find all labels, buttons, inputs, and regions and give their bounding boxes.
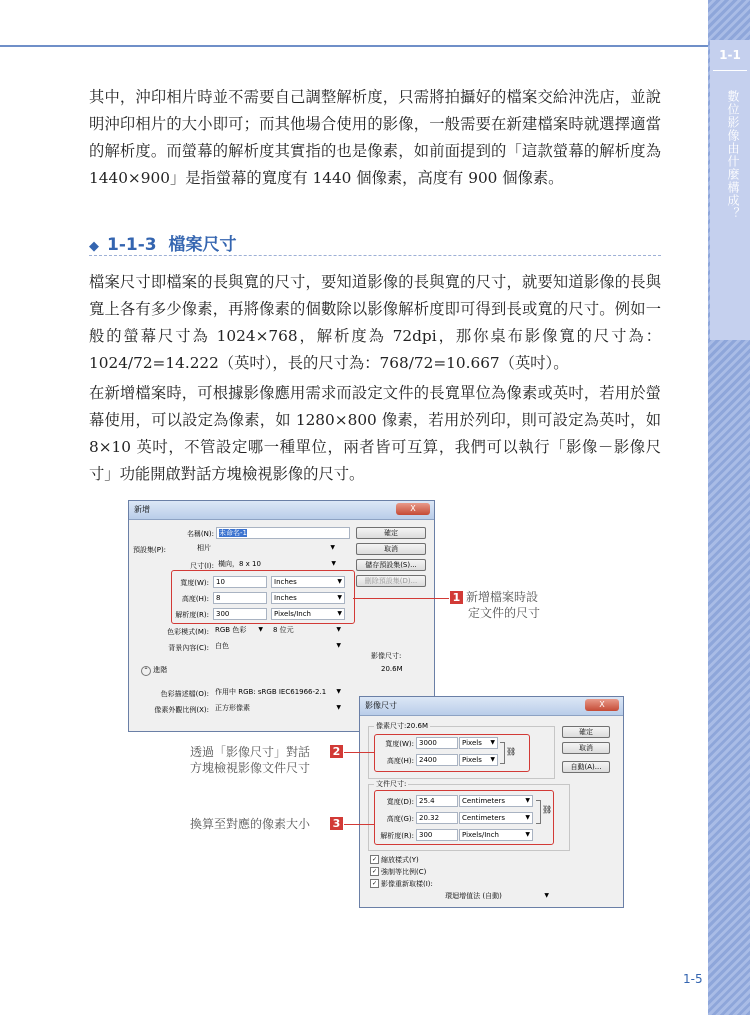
resolution-label: 解析度(R):: [175, 611, 209, 619]
dropdown-arrow-icon: ▼: [525, 814, 530, 821]
dialog-title: 影像尺寸: [365, 701, 397, 710]
section-heading: [89, 230, 236, 255]
close-button[interactable]: X: [585, 699, 619, 711]
width-label: 寬度(W):: [180, 579, 209, 587]
chevron-up-icon: ⌃: [141, 666, 151, 676]
dropdown-arrow-icon: ▼: [336, 688, 341, 695]
paragraph-1: 其中，沖印相片時並不需要自己調整解析度，只需將拍攝好的檔案交給沖洗店，並說明沖印相片的大小即可；而其他場合使用的影像，一般需要在新建檔案時就選擇適當的解析度。而螢幕的解析度其實指的也是像素，如前面提到的「這款螢幕的解析度為 1440×900」是指螢幕的寬度有 1440 個像素，高度有 900 個像素。: [89, 88, 661, 187]
resolution-input[interactable]: 300: [213, 608, 267, 620]
callout-line-2: [344, 752, 374, 753]
cancel-button[interactable]: 取消: [356, 543, 426, 555]
dropdown-arrow-icon: ▼: [544, 892, 549, 899]
sidebar-section-code: 1-1: [719, 48, 741, 62]
background-label: 背景內容(C):: [168, 644, 209, 652]
sidebar-divider: [713, 70, 747, 71]
constrain-label: 強制等比例(C): [381, 868, 427, 876]
px-height-unit-value: Pixels: [462, 756, 482, 764]
aspect-value: 正方形像素: [215, 704, 250, 712]
callout-text-2: [190, 744, 310, 776]
background-select[interactable]: [213, 641, 343, 651]
color-mode-value: RGB 色彩: [215, 626, 247, 634]
dropdown-arrow-icon: ▼: [337, 578, 342, 585]
heading-title: 檔案尺寸: [168, 235, 237, 255]
preset-label: 預設集(P):: [133, 546, 167, 554]
name-input[interactable]: [216, 527, 350, 539]
link-chain-icon: ⛓: [542, 805, 553, 814]
paragraph-2: 檔案尺寸即檔案的長與寬的尺寸，要知道影像的長與寬的尺寸，就要知道影像的長與寬上各有多少像素，再將像素的個數除以影像解析度即可得到長或寬的尺寸。例如一般的螢幕尺寸為 1024×768，解析度為 72dpi，那你桌布影像寬的尺寸為：1024/72=14.222（英吋），長的尺寸為：768/72=10.667（英吋）。: [89, 273, 661, 372]
callout-number-2: 2: [330, 745, 343, 758]
auto-button[interactable]: 自動(A)...: [562, 761, 610, 773]
dropdown-arrow-icon: ▼: [336, 626, 341, 633]
callout-text-3: 換算至對應的像素大小: [190, 817, 311, 831]
preset-value: 相片: [197, 544, 211, 552]
resample-method-value: 環迴增值法 (自動): [445, 892, 502, 900]
dropdown-arrow-icon: ▼: [330, 544, 335, 551]
link-chain-icon: ⛓: [506, 747, 517, 756]
px-width-label: 寬度(W):: [385, 740, 414, 748]
image-size-label: 影像尺寸:: [371, 652, 402, 660]
dropdown-arrow-icon: ▼: [336, 642, 341, 649]
resample-method-select[interactable]: [394, 891, 551, 901]
color-mode-select[interactable]: [213, 625, 265, 635]
px-width-input[interactable]: 3000: [416, 737, 458, 749]
dropdown-arrow-icon: ▼: [525, 797, 530, 804]
dropdown-arrow-icon: ▼: [331, 560, 336, 567]
resample-checkbox[interactable]: ✓: [371, 880, 378, 887]
document-size-label: 文件尺寸:: [376, 780, 407, 788]
profile-select[interactable]: [213, 687, 343, 697]
px-width-unit-value: Pixels: [462, 739, 482, 747]
size-label: 尺寸(I):: [190, 562, 214, 570]
width-input[interactable]: 10: [213, 576, 267, 588]
constrain-checkbox[interactable]: ✓: [371, 868, 378, 875]
bit-depth-select[interactable]: [271, 625, 343, 635]
height-input[interactable]: 8: [213, 592, 267, 604]
scale-styles-checkbox[interactable]: ✓: [371, 856, 378, 863]
dropdown-arrow-icon: ▼: [490, 756, 495, 763]
bit-depth-value: 8 位元: [273, 626, 294, 634]
ok-button[interactable]: 確定: [562, 726, 610, 738]
callout-2-line-1: 透過「影像尺寸」對話: [190, 745, 311, 759]
color-mode-label: 色彩模式(M):: [167, 628, 209, 636]
dropdown-arrow-icon: ▼: [336, 704, 341, 711]
scale-styles-label: 縮放樣式(Y): [381, 856, 419, 864]
px-height-label: 高度(H):: [386, 757, 414, 765]
heading-number: 1-1-3: [107, 235, 157, 255]
highlight-box-2: [374, 734, 530, 772]
aspect-select[interactable]: [213, 703, 343, 713]
doc-height-label: 高度(G):: [386, 815, 414, 823]
callout-number-3: 3: [330, 817, 343, 830]
close-button[interactable]: X: [396, 503, 430, 515]
highlight-box-3: [374, 790, 554, 845]
doc-width-input[interactable]: 25.4: [416, 795, 458, 807]
callout-1-line-1: 新增檔案時設: [466, 590, 539, 604]
highlight-box-1: [171, 570, 355, 624]
name-label: 名稱(N):: [186, 530, 214, 538]
doc-height-input[interactable]: 20.32: [416, 812, 458, 824]
height-unit-value: Inches: [274, 594, 297, 602]
cancel-button[interactable]: 取消: [562, 742, 610, 754]
advanced-toggle[interactable]: [141, 665, 167, 676]
size-value: 橫向，8 x 10: [218, 560, 261, 568]
save-preset-button[interactable]: 儲存預設集(S)...: [356, 559, 426, 571]
profile-label: 色彩描述檔(O):: [160, 690, 209, 698]
paragraph-3: 在新增檔案時，可根據影像應用需求而設定文件的長寬單位為像素或英吋，若用於螢幕使用，可以設定為像素，如 1280×800 像素，若用於列印，則可設定為英吋，如 8×10 英吋，不管設定哪一種單位，兩者皆可互算，我們可以執行「影像－影像尺寸」功能開啟對話方塊檢視影像的尺寸。: [89, 384, 661, 483]
doc-resolution-input[interactable]: 300: [416, 829, 458, 841]
doc-resolution-unit-value: Pixels/Inch: [462, 831, 499, 839]
name-value: 未命名-1: [219, 529, 247, 537]
doc-width-unit-value: Centimeters: [462, 797, 506, 805]
preset-select[interactable]: [195, 543, 337, 553]
dropdown-arrow-icon: ▼: [490, 739, 495, 746]
image-size-value: 20.6M: [381, 665, 403, 673]
dropdown-arrow-icon: ▼: [258, 626, 263, 633]
size-select[interactable]: [216, 559, 338, 569]
callout-number-1: 1: [450, 591, 463, 604]
heading-divider: [89, 255, 661, 256]
dialog-titlebar: [360, 697, 623, 716]
diamond-bullet-icon: ◆: [89, 239, 99, 254]
sidebar-section-title: 數位影像由什麼構成？: [726, 90, 740, 220]
delete-preset-button[interactable]: 刪除預設集(D)...: [356, 575, 426, 587]
callout-2-line-2: 方塊檢視影像文件尺寸: [190, 761, 311, 775]
doc-height-unit-value: Centimeters: [462, 814, 506, 822]
dialog-title: 新增: [134, 505, 150, 514]
callout-line-3: [344, 824, 374, 825]
dropdown-arrow-icon: ▼: [525, 831, 530, 838]
page-number: 1-5: [683, 972, 703, 986]
pixel-dimensions-label: 像素尺寸:20.6M: [376, 722, 428, 730]
callout-line-1: [353, 598, 449, 599]
aspect-label: 像素外觀比例(X):: [154, 706, 209, 714]
dropdown-arrow-icon: ▼: [337, 610, 342, 617]
callout-1-line-2: 定文件的尺寸: [468, 606, 541, 620]
dialog-titlebar: [129, 501, 434, 520]
dropdown-arrow-icon: ▼: [337, 594, 342, 601]
resolution-unit-value: Pixels/Inch: [274, 610, 311, 618]
doc-resolution-label: 解析度(R):: [380, 832, 414, 840]
header-rule: [0, 45, 708, 47]
profile-value: 作用中 RGB: sRGB IEC61966-2.1: [215, 688, 327, 696]
background-value: 白色: [215, 642, 229, 650]
callout-text-1: [466, 589, 540, 621]
resample-label: 影像重新取樣(I):: [381, 880, 433, 888]
height-label: 高度(H):: [181, 595, 209, 603]
doc-width-label: 寬度(D):: [386, 798, 414, 806]
ok-button[interactable]: 確定: [356, 527, 426, 539]
advanced-label: 進階: [153, 666, 168, 674]
px-height-input[interactable]: 2400: [416, 754, 458, 766]
width-unit-value: Inches: [274, 578, 297, 586]
